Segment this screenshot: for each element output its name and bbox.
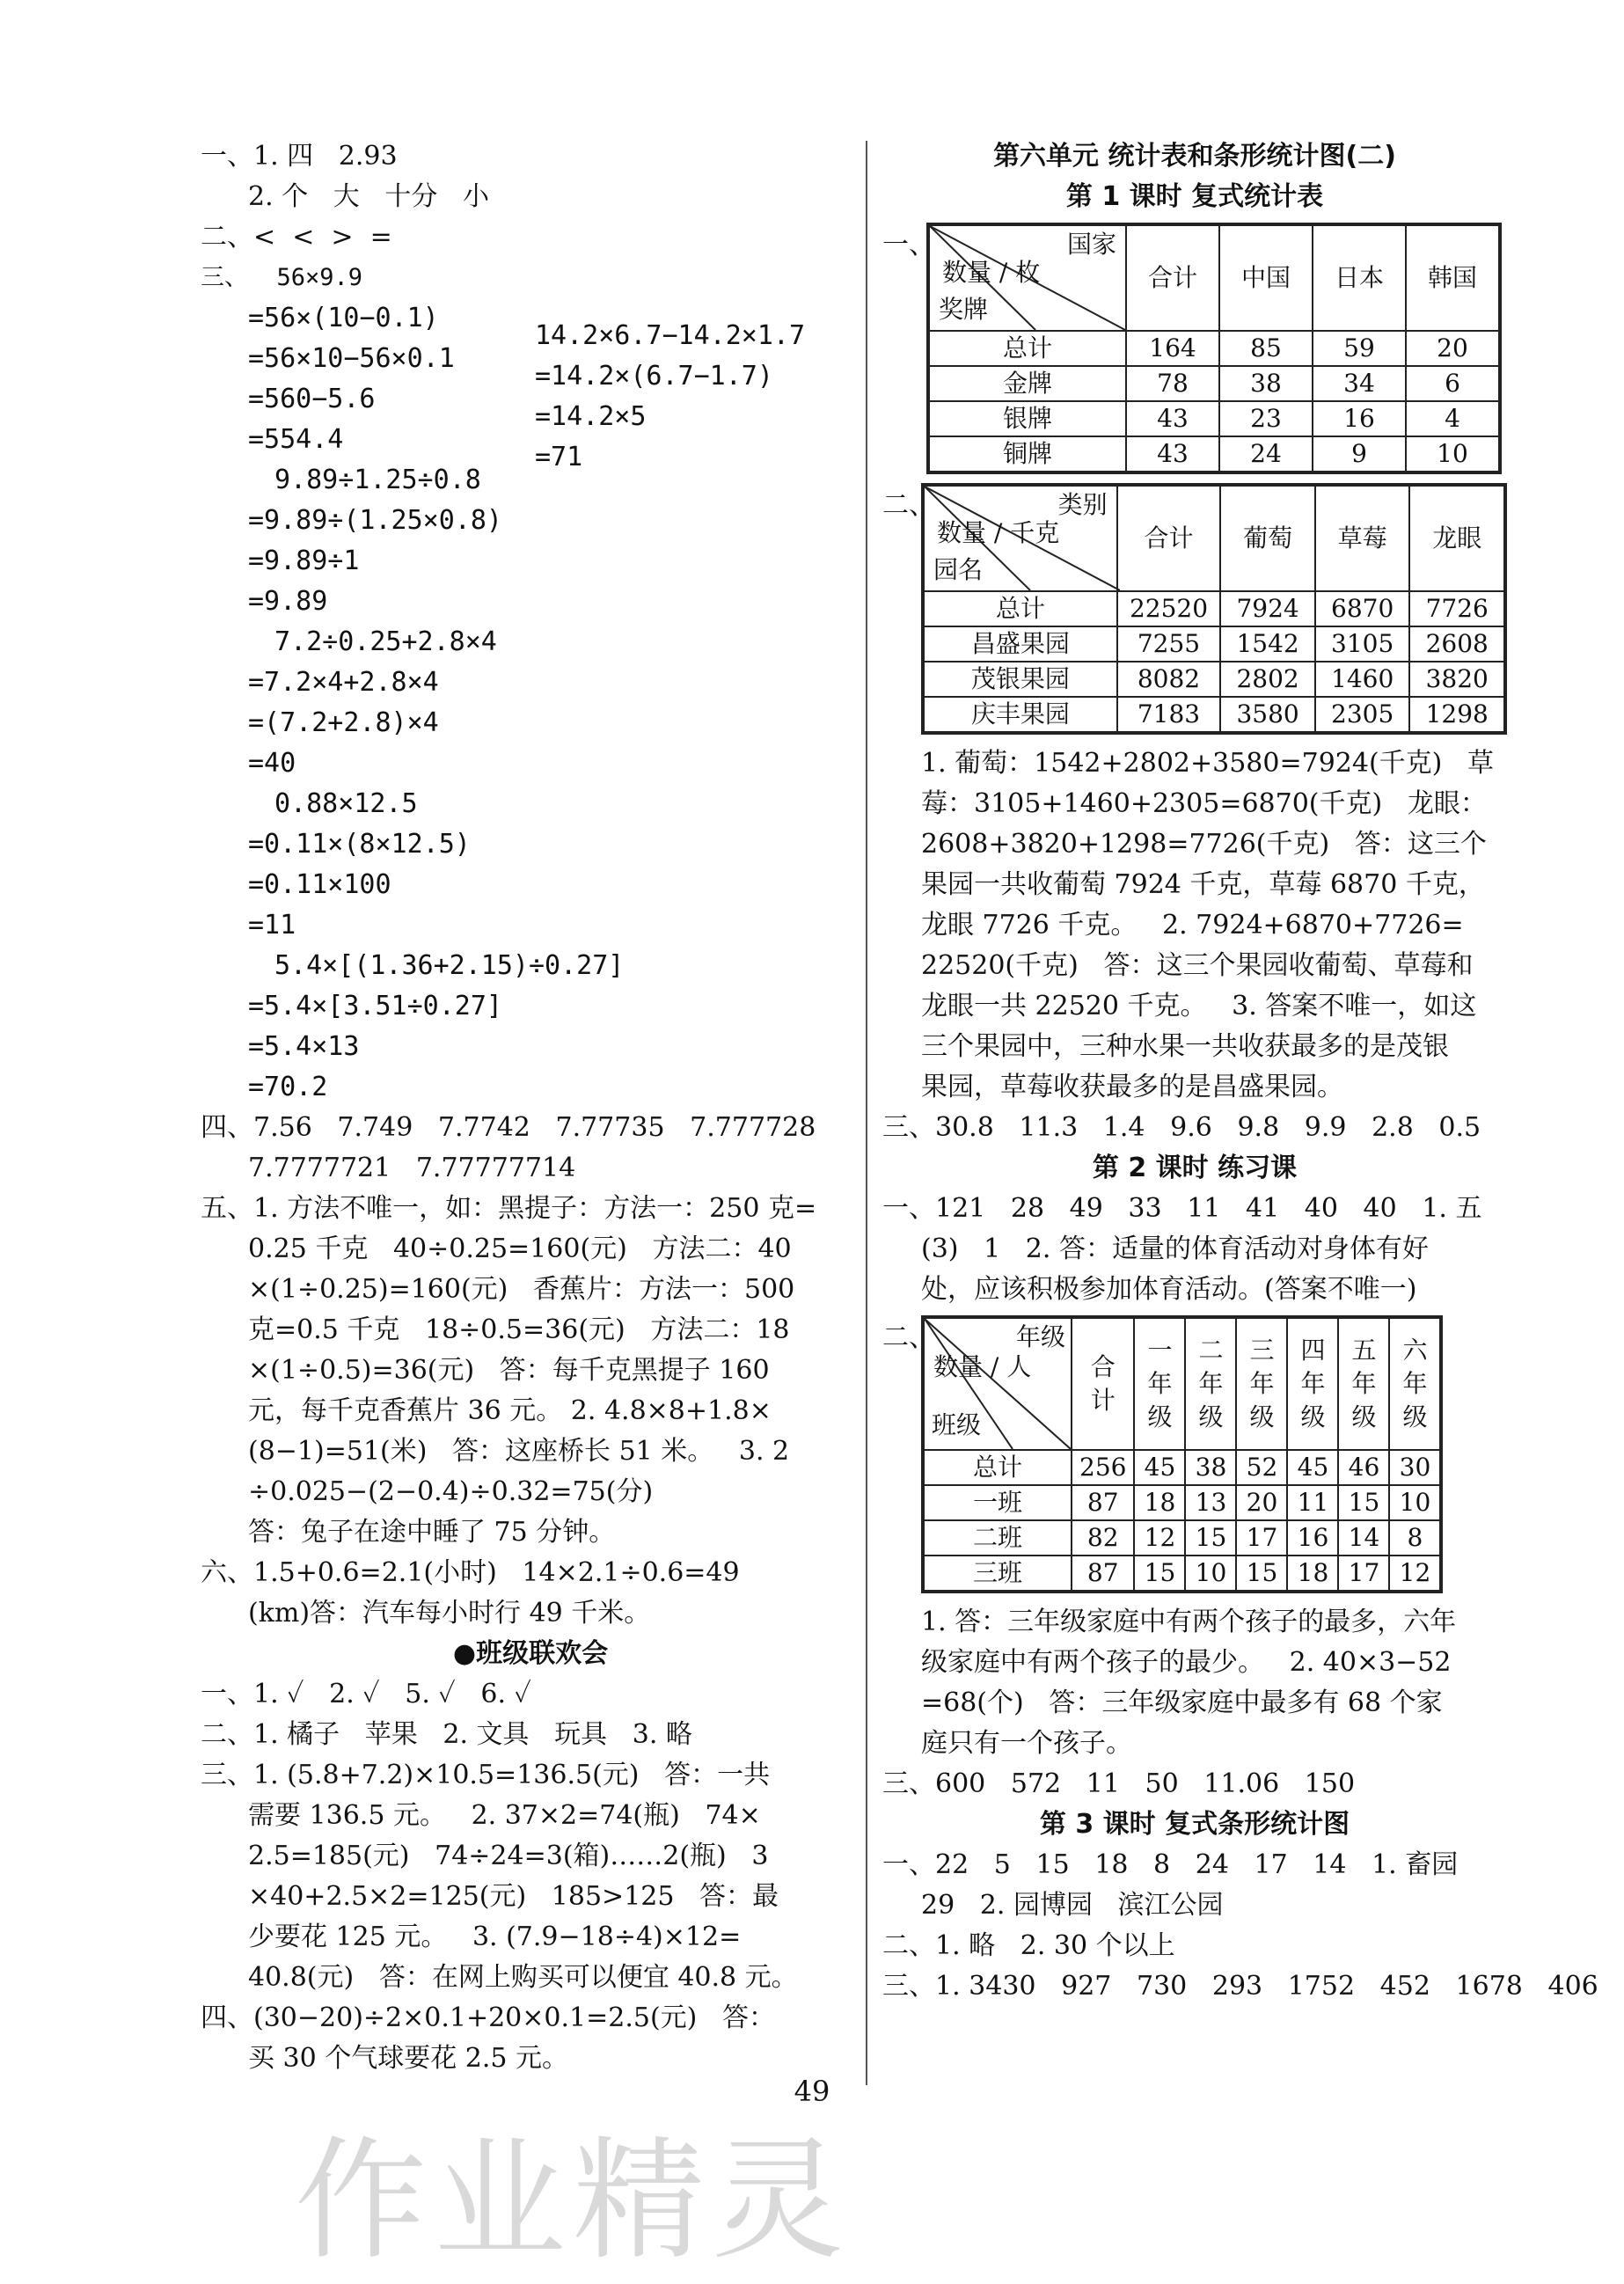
right-column bbox=[882, 136, 1598, 2007]
cell: 总计 bbox=[923, 591, 1117, 626]
cell: 2305 bbox=[1315, 697, 1410, 733]
answer-line: 庭只有一个孩子。 bbox=[921, 1728, 1132, 1759]
answer-line: 2608+3820+1298=7726(千克) 答：这三个 bbox=[921, 829, 1487, 860]
cell: 1542 bbox=[1220, 626, 1315, 662]
cell: 1460 bbox=[1315, 662, 1410, 697]
cell: 11 bbox=[1287, 1485, 1338, 1520]
answer-line: 处，应该积极参加体育活动。(答案不唯一) bbox=[921, 1274, 1417, 1305]
calc-line: 14.2×6.7−14.2×1.7 bbox=[535, 320, 806, 351]
table-row bbox=[928, 366, 1500, 401]
header-char: 四 bbox=[1300, 1336, 1326, 1365]
header-char: 级 bbox=[1351, 1402, 1377, 1431]
header-char: 年 bbox=[1402, 1369, 1428, 1398]
answer-line: 三、30.8 11.3 1.4 9.6 9.8 9.9 2.8 0.5 bbox=[882, 1112, 1481, 1143]
answer-line: ×(1÷0.25)=160(元) 香蕉片：方法一：500 bbox=[248, 1274, 795, 1305]
cell: 总计 bbox=[928, 331, 1126, 366]
answer-line: 二、1. 略 2. 30 个以上 bbox=[882, 1930, 1175, 1961]
table-row bbox=[923, 1450, 1441, 1485]
answer-line: 一、121 28 49 33 11 41 40 40 1. 五 bbox=[882, 1193, 1482, 1224]
calc-4 bbox=[201, 784, 860, 946]
cell: 铜牌 bbox=[928, 436, 1126, 472]
answer-line: 1. 葡萄：1542+2802+3580=7924(千克) 草 bbox=[921, 748, 1494, 779]
calc-2 bbox=[201, 460, 860, 622]
cell: 2608 bbox=[1409, 626, 1505, 662]
col-header bbox=[1185, 1317, 1236, 1450]
answer-line: 龙眼一共 22520 千克。 3. 答案不唯一，如这 bbox=[921, 991, 1477, 1021]
calc-line: =5.4×[3.51÷0.27] bbox=[248, 991, 502, 1021]
answer-line: 22520(千克) 答：这三个果园收葡萄、草莓和 bbox=[921, 950, 1474, 981]
cell: 2802 bbox=[1220, 662, 1315, 697]
cell: 7183 bbox=[1117, 697, 1221, 733]
answer-line: (km)答：汽车每小时行 49 千米。 bbox=[248, 1598, 651, 1629]
calc-line: 5.4×[(1.36+2.15)÷0.27] bbox=[274, 950, 625, 981]
header-char: 年 bbox=[1249, 1369, 1275, 1398]
calc-line: =14.2×5 bbox=[535, 401, 647, 432]
table-2-wrap bbox=[882, 483, 1507, 735]
cell: 6870 bbox=[1315, 591, 1410, 626]
diag-mid: 数量 / 人 bbox=[933, 1352, 1032, 1381]
calc-line: =5.4×13 bbox=[248, 1031, 360, 1062]
diag-mid: 数量 / 千克 bbox=[937, 518, 1060, 547]
table-label: 二、 bbox=[882, 1322, 935, 1353]
unit-title: 第六单元 统计表和条形统计图(二) bbox=[993, 141, 1396, 172]
cell: 10 bbox=[1389, 1485, 1441, 1520]
calc-line: =40 bbox=[248, 748, 296, 779]
calc-line: =7.2×4+2.8×4 bbox=[248, 667, 439, 698]
table-row bbox=[923, 697, 1505, 733]
cell: 银牌 bbox=[928, 401, 1126, 436]
header-char: 计 bbox=[1090, 1386, 1116, 1415]
cell: 164 bbox=[1126, 331, 1219, 366]
cell: 15 bbox=[1185, 1520, 1236, 1556]
cell: 15 bbox=[1338, 1485, 1389, 1520]
answer-line: 四、7.56 7.749 7.7742 7.77735 7.777728 bbox=[201, 1112, 816, 1143]
cell: 总计 bbox=[923, 1450, 1072, 1485]
answer-line: 买 30 个气球要花 2.5 元。 bbox=[248, 2043, 569, 2074]
calc-line: =14.2×(6.7−1.7) bbox=[535, 361, 773, 392]
cell: 52 bbox=[1236, 1450, 1287, 1485]
table-row bbox=[923, 1520, 1441, 1556]
cell: 8082 bbox=[1117, 662, 1221, 697]
cell: 18 bbox=[1287, 1556, 1338, 1592]
diag-bottom: 班级 bbox=[932, 1410, 982, 1439]
col-header: 葡萄 bbox=[1220, 485, 1315, 591]
diag-top: 类别 bbox=[1057, 490, 1108, 519]
answer-line: 一、22 5 15 18 8 24 17 14 1. 畜园 bbox=[882, 1849, 1459, 1880]
page-number: 49 bbox=[794, 2075, 830, 2108]
header-char: 年 bbox=[1300, 1369, 1326, 1398]
header-char: 年 bbox=[1147, 1369, 1173, 1398]
calc-3 bbox=[201, 622, 860, 784]
grade-table bbox=[921, 1315, 1443, 1593]
header-char: 级 bbox=[1249, 1402, 1275, 1431]
answer-line: 2. 个 大 十分 小 bbox=[248, 181, 489, 212]
table-row bbox=[928, 331, 1500, 366]
diagonal-header bbox=[923, 485, 1117, 591]
cell: 13 bbox=[1185, 1485, 1236, 1520]
header-char: 级 bbox=[1147, 1402, 1173, 1431]
calc-line: 9.89÷1.25÷0.8 bbox=[274, 465, 481, 495]
cell: 85 bbox=[1219, 331, 1313, 366]
cell: 10 bbox=[1406, 436, 1500, 472]
cell: 10 bbox=[1185, 1556, 1236, 1592]
answer-line: 果园，草莓收获最多的是昌盛果园。 bbox=[921, 1072, 1343, 1102]
calc-line: =9.89÷1 bbox=[248, 545, 360, 576]
calc-line: =554.4 bbox=[248, 424, 344, 455]
calc-a bbox=[201, 298, 455, 460]
cell: 8 bbox=[1389, 1520, 1441, 1556]
answer-line: 果园一共收葡萄 7924 千克，草莓 6870 千克， bbox=[921, 869, 1485, 900]
answer-line: 五、1. 方法不唯一，如：黑提子：方法一：250 克= bbox=[201, 1193, 817, 1224]
cell: 87 bbox=[1072, 1485, 1134, 1520]
calc-line: =11 bbox=[248, 910, 296, 941]
col-header bbox=[1236, 1317, 1287, 1450]
answer-line: 龙眼 7726 千克。 2. 7924+6870+7726= bbox=[921, 910, 1464, 941]
header-char: 六 bbox=[1402, 1336, 1428, 1365]
answer-line: =68(个) 答：三年级家庭中最多有 68 个家 bbox=[921, 1687, 1443, 1718]
cell: 43 bbox=[1126, 436, 1219, 472]
answer-line: 7.7777721 7.77777714 bbox=[248, 1153, 576, 1183]
answer-line: ×40+2.5×2=125(元) 185>125 答：最 bbox=[248, 1881, 779, 1912]
table-row bbox=[928, 436, 1500, 472]
diag-mid: 数量 / 枚 bbox=[942, 258, 1041, 287]
cell: 12 bbox=[1389, 1556, 1441, 1592]
medal-table bbox=[926, 223, 1502, 474]
diagonal-header bbox=[928, 224, 1126, 331]
left-column bbox=[201, 136, 860, 2079]
cell: 17 bbox=[1338, 1556, 1389, 1592]
table-3-wrap bbox=[882, 1315, 1507, 1593]
header-char: 级 bbox=[1300, 1402, 1326, 1431]
col-header bbox=[1072, 1317, 1134, 1450]
header-char: 级 bbox=[1402, 1402, 1428, 1431]
cell: 昌盛果园 bbox=[923, 626, 1117, 662]
answer-line: (8−1)=51(米) 答：这座桥长 51 米。 3. 2 bbox=[248, 1436, 790, 1467]
cell: 45 bbox=[1287, 1450, 1338, 1485]
cell: 43 bbox=[1126, 401, 1219, 436]
answer-line: 40.8(元) 答：在网上购买可以便宜 40.8 元。 bbox=[248, 1962, 798, 1993]
cell: 15 bbox=[1236, 1556, 1287, 1592]
cell: 256 bbox=[1072, 1450, 1134, 1485]
cell: 7255 bbox=[1117, 626, 1221, 662]
cell: 22520 bbox=[1117, 591, 1221, 626]
col-header bbox=[1134, 1317, 1185, 1450]
diag-bottom: 园名 bbox=[933, 555, 984, 584]
answer-line: 需要 136.5 元。 2. 37×2=74(瓶) 74× bbox=[248, 1800, 761, 1831]
table-row bbox=[923, 662, 1505, 697]
col-header: 草莓 bbox=[1315, 485, 1410, 591]
diag-bottom: 奖牌 bbox=[939, 295, 989, 324]
cell: 4 bbox=[1406, 401, 1500, 436]
answer-line: ÷0.025−(2−0.4)÷0.32=75(分) bbox=[248, 1476, 654, 1507]
cell: 18 bbox=[1134, 1485, 1185, 1520]
calc-line: =(7.2+2.8)×4 bbox=[248, 707, 439, 738]
calc-b bbox=[535, 316, 805, 478]
answer-line: 三、600 572 11 50 11.06 150 bbox=[882, 1768, 1356, 1799]
answer-line: 六、1.5+0.6=2.1(小时) 14×2.1÷0.6=49 bbox=[201, 1557, 740, 1588]
table-1-wrap bbox=[882, 223, 1507, 474]
calc-line: =9.89 bbox=[248, 586, 328, 617]
header-char: 级 bbox=[1198, 1402, 1224, 1431]
calc-line: 7.2÷0.25+2.8×4 bbox=[274, 626, 497, 657]
cell: 一班 bbox=[923, 1485, 1072, 1520]
column-divider bbox=[866, 141, 867, 2085]
answer-line: 三个果园中，三种水果一共收获最多的是茂银 bbox=[921, 1031, 1449, 1062]
cell: 17 bbox=[1236, 1520, 1287, 1556]
header-char: 五 bbox=[1351, 1336, 1377, 1365]
cell: 三班 bbox=[923, 1556, 1072, 1592]
col-header bbox=[1287, 1317, 1338, 1450]
diag-top: 国家 bbox=[1066, 230, 1116, 259]
orchard-table bbox=[921, 483, 1507, 735]
cell: 59 bbox=[1313, 331, 1406, 366]
col-header: 龙眼 bbox=[1409, 485, 1505, 591]
answer-line: 三、1. 3430 927 730 293 1752 452 1678 406 bbox=[882, 1971, 1598, 2002]
calc-line: =56×10−56×0.1 bbox=[248, 343, 455, 374]
answer-line: 2.5=185(元) 74÷24=3(箱)……2(瓶) 3 bbox=[248, 1841, 769, 1871]
cell: 30 bbox=[1389, 1450, 1441, 1485]
answer-line: 三、1. (5.8+7.2)×10.5=136.5(元) 答：一共 bbox=[201, 1760, 771, 1790]
table-row bbox=[923, 591, 1505, 626]
cell: 78 bbox=[1126, 366, 1219, 401]
calc-pair bbox=[201, 298, 860, 472]
answer-line: 一、1. 四 2.93 bbox=[201, 141, 398, 172]
col-header bbox=[1338, 1317, 1389, 1450]
table-row bbox=[923, 1485, 1441, 1520]
table-row bbox=[923, 626, 1505, 662]
header-char: 一 bbox=[1147, 1336, 1173, 1365]
answer-line: 0.25 千克 40÷0.25=160(元) 方法二：40 bbox=[248, 1234, 792, 1264]
cell: 24 bbox=[1219, 436, 1313, 472]
col-header bbox=[1389, 1317, 1441, 1450]
answer-line: 元，每千克香蕉片 36 元。 2. 4.8×8+1.8× bbox=[248, 1395, 772, 1426]
answer-line: 答：兔子在途中睡了 75 分钟。 bbox=[248, 1517, 616, 1548]
header-char: 合 bbox=[1090, 1352, 1116, 1381]
cell: 15 bbox=[1134, 1556, 1185, 1592]
answer-line: 四、(30−20)÷2×0.1+20×0.1=2.5(元) 答： bbox=[201, 2002, 775, 2033]
col-header: 中国 bbox=[1219, 224, 1313, 331]
cell: 3580 bbox=[1220, 697, 1315, 733]
cell: 16 bbox=[1287, 1520, 1338, 1556]
calc-line: =70.2 bbox=[248, 1072, 328, 1102]
cell: 庆丰果园 bbox=[923, 697, 1117, 733]
header-char: 年 bbox=[1351, 1369, 1377, 1398]
answer-line: 级家庭中有两个孩子的最少。 2. 40×3−52 bbox=[921, 1647, 1452, 1678]
cell: 6 bbox=[1406, 366, 1500, 401]
cell: 7726 bbox=[1409, 591, 1505, 626]
cell: 45 bbox=[1134, 1450, 1185, 1485]
cell: 46 bbox=[1338, 1450, 1389, 1485]
calc-line: =9.89÷(1.25×0.8) bbox=[248, 505, 502, 536]
col-header: 韩国 bbox=[1406, 224, 1500, 331]
header-char: 三 bbox=[1249, 1336, 1275, 1365]
calc-line: 0.88×12.5 bbox=[274, 788, 418, 819]
cell: 38 bbox=[1219, 366, 1313, 401]
cell: 16 bbox=[1313, 401, 1406, 436]
cell: 3820 bbox=[1409, 662, 1505, 697]
col-header: 日本 bbox=[1313, 224, 1406, 331]
calc-line: =0.11×(8×12.5) bbox=[248, 829, 471, 860]
cell: 茂银果园 bbox=[923, 662, 1117, 697]
table-row bbox=[923, 1556, 1441, 1592]
section-title: ●班级联欢会 bbox=[452, 1638, 609, 1669]
calc-5 bbox=[201, 946, 860, 1108]
answer-line: 二、1. 橘子 苹果 2. 文具 玩具 3. 略 bbox=[201, 1719, 692, 1750]
lesson-title: 第 2 课时 练习课 bbox=[1092, 1153, 1298, 1183]
answer-line: 1. 答：三年级家庭中有两个孩子的最多，六年 bbox=[921, 1607, 1457, 1637]
cell: 金牌 bbox=[928, 366, 1126, 401]
answer-line: (3) 1 2. 答：适量的体育活动对身体有好 bbox=[921, 1234, 1429, 1264]
cell: 23 bbox=[1219, 401, 1313, 436]
lesson-title: 第 1 课时 复式统计表 bbox=[1065, 181, 1324, 212]
cell: 3105 bbox=[1315, 626, 1410, 662]
answer-line: 二、< < > = bbox=[201, 222, 392, 253]
table-label: 一、 bbox=[882, 230, 935, 260]
answer-line: 29 2. 园博园 滨江公园 bbox=[921, 1890, 1224, 1921]
calc-line: =56×(10−0.1) bbox=[248, 303, 439, 333]
cell: 9 bbox=[1313, 436, 1406, 472]
calc-line: =71 bbox=[535, 442, 583, 472]
cell: 20 bbox=[1236, 1485, 1287, 1520]
diagonal-header bbox=[923, 1317, 1072, 1450]
calc-line: =0.11×100 bbox=[248, 869, 391, 900]
header-char: 二 bbox=[1198, 1336, 1224, 1365]
answer-line: 一、1. ✓ 2. ✓ 5. ✓ 6. ✓ bbox=[201, 1679, 531, 1709]
cell: 34 bbox=[1313, 366, 1406, 401]
col-header: 合计 bbox=[1117, 485, 1221, 591]
cell: 二班 bbox=[923, 1520, 1072, 1556]
cell: 12 bbox=[1134, 1520, 1185, 1556]
cell: 1298 bbox=[1409, 697, 1505, 733]
lesson-title: 第 3 课时 复式条形统计图 bbox=[1039, 1809, 1350, 1840]
header-char: 年 bbox=[1198, 1369, 1224, 1398]
table-row bbox=[928, 401, 1500, 436]
cell: 14 bbox=[1338, 1520, 1389, 1556]
answer-line: 少要花 125 元。 3. (7.9−18÷4)×12= bbox=[248, 1922, 742, 1952]
cell: 7924 bbox=[1220, 591, 1315, 626]
answer-line: 莓：3105+1460+2305=6870(千克) 龙眼： bbox=[921, 788, 1487, 819]
table-label: 二、 bbox=[882, 490, 935, 521]
answer-line: ×(1÷0.5)=36(元) 答：每千克黑提子 160 bbox=[248, 1355, 770, 1386]
calc-line: =560−5.6 bbox=[248, 384, 376, 414]
watermark: 作业精灵 bbox=[295, 2125, 852, 2278]
col-header: 合计 bbox=[1126, 224, 1219, 331]
cell: 20 bbox=[1406, 331, 1500, 366]
answer-line: 三、 56×9.9 bbox=[201, 264, 363, 291]
diag-top: 年级 bbox=[1015, 1322, 1065, 1351]
cell: 87 bbox=[1072, 1556, 1134, 1592]
cell: 38 bbox=[1185, 1450, 1236, 1485]
answer-line: 克=0.5 千克 18÷0.5=36(元) 方法二：18 bbox=[248, 1314, 790, 1345]
cell: 82 bbox=[1072, 1520, 1134, 1556]
